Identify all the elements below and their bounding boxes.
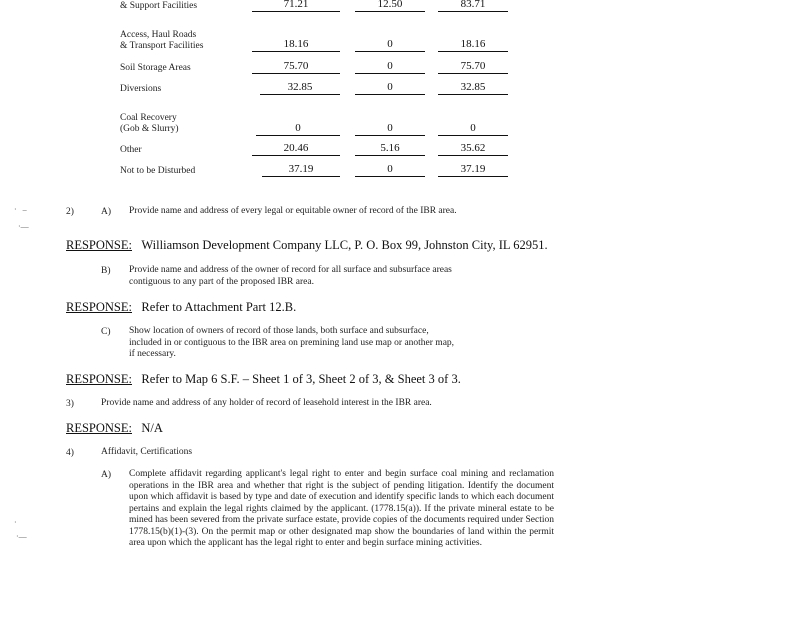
table-row-label: Coal Recovery (Gob & Slurry) — [120, 113, 179, 134]
item-3-text: Provide name and address of any holder of record of leasehold interest in the IBR area. — [101, 398, 432, 408]
item-2b-text: Provide name and address of the owner of record for all surface and subsurface areas contiguous to any part of the proposed IBR area. — [129, 265, 452, 287]
table-row-label: Not to be Disturbed — [120, 166, 196, 176]
response-text: Williamson Development Company LLC, P. O. Box 99, Johnston City, IL 62951. — [141, 238, 548, 252]
item-number: 2) — [66, 207, 74, 217]
item-4a-text: Complete affidavit regarding applicant's legal right to enter and begin surface coal mining and reclamation operations in the IBR area and whether that right is the subject of pending litigation. Identify the document upon which affidavit is based by type and date of execution and identify specific lands to which each document pertains and explain the legal rights claimed by the applicant. (1778.15(a)). If the private mineral estate to be mined has been severed from the private surface estate, provide copies of the documents required under Section 1778.15(b)(1)-(3). On the permit map or other designated map show the boundaries of land within the permit area upon which the applicant has the legal right to enter and begin surface mining activities. — [129, 469, 554, 548]
table-cell: 0 — [355, 163, 425, 177]
item-letter: A) — [101, 470, 112, 480]
item-number: 3) — [66, 399, 74, 409]
table-cell: 0 — [256, 122, 340, 136]
table-cell: 32.85 — [438, 81, 508, 95]
response-label: RESPONSE: — [66, 300, 132, 314]
response-label: RESPONSE: — [66, 238, 132, 252]
table-cell: 12.50 — [355, 0, 425, 12]
scan-mark: · – — [14, 205, 27, 214]
item-4-title: Affidavit, Certifications — [101, 447, 193, 457]
response-label: RESPONSE: — [66, 372, 132, 386]
table-cell: 83.71 — [438, 0, 508, 12]
table-cell: 35.62 — [438, 142, 508, 156]
item-number: 4) — [66, 448, 74, 458]
table-row-label: Access, Haul Roads & Transport Facilities — [120, 30, 204, 51]
table-cell: 37.19 — [438, 163, 508, 177]
response-2c — [66, 372, 461, 387]
table-cell: 71.21 — [252, 0, 340, 12]
item-2c-text: Show location of owners of record of those lands, both surface and subsurface, included in or contiguous to the IBR area on premining land use map or another map, if necessary. — [129, 326, 455, 359]
table-cell: 0 — [355, 81, 425, 95]
response-text: Refer to Map 6 S.F. – Sheet 1 of 3, Sheet 2 of 3, & Sheet 3 of 3. — [141, 372, 461, 386]
response-2b — [66, 300, 296, 315]
scan-mark: ·— — [18, 222, 29, 231]
item-2a-text: Provide name and address of every legal or equitable owner of record of the IBR area. — [129, 206, 457, 216]
table-cell: 75.70 — [252, 60, 340, 74]
table-cell: 0 — [355, 38, 425, 52]
table-cell: 32.85 — [260, 81, 340, 95]
table-row-label: Soil Storage Areas — [120, 63, 191, 73]
response-3 — [66, 421, 163, 436]
table-cell: 18.16 — [438, 38, 508, 52]
table-cell: 0 — [438, 122, 508, 136]
item-letter: C) — [101, 327, 111, 337]
response-text: Refer to Attachment Part 12.B. — [141, 300, 297, 314]
table-cell: 0 — [355, 60, 425, 74]
table-cell: 37.19 — [262, 163, 340, 177]
item-letter: A) — [101, 207, 112, 217]
scan-mark: ·— — [16, 532, 27, 541]
response-2a — [66, 238, 548, 253]
response-text: N/A — [141, 421, 163, 435]
item-letter: B) — [101, 266, 111, 276]
table-cell: 5.16 — [355, 142, 425, 156]
table-row-label: Diversions — [120, 84, 162, 94]
table-cell: 0 — [355, 122, 425, 136]
table-cell: 20.46 — [252, 142, 340, 156]
table-cell: 75.70 — [438, 60, 508, 74]
scan-mark: · — [14, 518, 17, 527]
table-row-label: Other — [120, 145, 142, 155]
table-row-label: & Support Facilities — [120, 1, 198, 11]
table-cell: 18.16 — [252, 38, 340, 52]
response-label: RESPONSE: — [66, 421, 132, 435]
